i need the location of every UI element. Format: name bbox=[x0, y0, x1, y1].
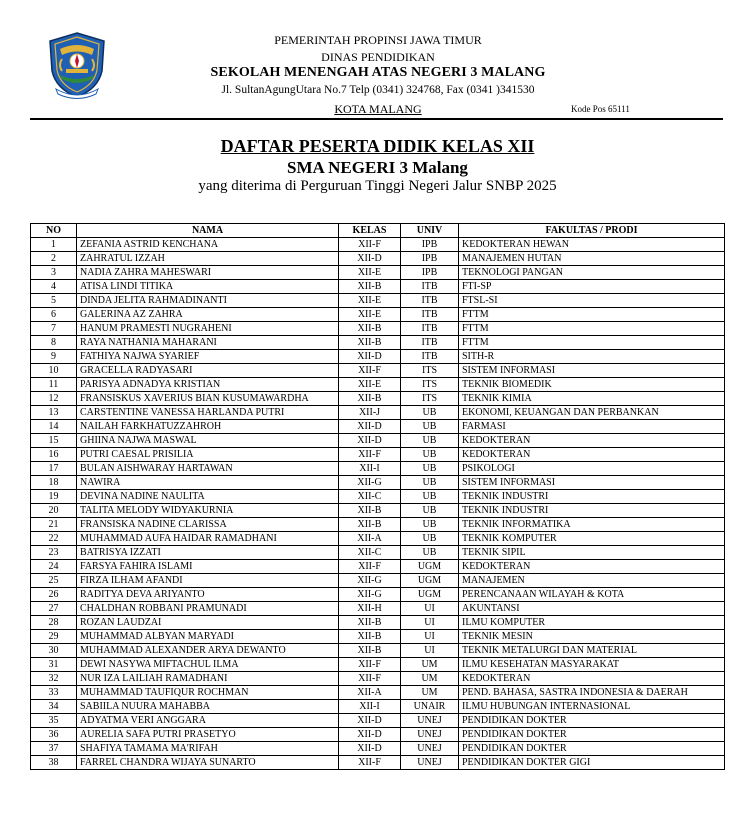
cell-univ: UB bbox=[401, 518, 459, 532]
letterhead-city: KOTA MALANG bbox=[334, 102, 422, 116]
cell-nama: ZEFANIA ASTRID KENCHANA bbox=[77, 238, 339, 252]
cell-fakultas-prodi: TEKNOLOGI PANGAN bbox=[459, 266, 725, 280]
cell-kelas: XII-F bbox=[339, 364, 401, 378]
letterhead-address: Jl. SultanAgungUtara No.7 Telp (0341) 324768, Fax (0341 )341530 bbox=[221, 84, 535, 96]
table-row bbox=[31, 560, 725, 574]
cell-kelas: XII-B bbox=[339, 630, 401, 644]
cell-fakultas-prodi: PENDIDIKAN DOKTER bbox=[459, 742, 725, 756]
cell-no: 25 bbox=[31, 574, 77, 588]
table-row bbox=[31, 266, 725, 280]
cell-no: 29 bbox=[31, 630, 77, 644]
cell-no: 9 bbox=[31, 350, 77, 364]
cell-fakultas-prodi: SITH-R bbox=[459, 350, 725, 364]
document-school: SMA NEGERI 3 Malang bbox=[287, 158, 468, 177]
cell-kelas: XII-F bbox=[339, 238, 401, 252]
cell-univ: UNEJ bbox=[401, 714, 459, 728]
cell-univ: UB bbox=[401, 434, 459, 448]
cell-fakultas-prodi: PENDIDIKAN DOKTER bbox=[459, 728, 725, 742]
cell-nama: NAILAH FARKHATUZZAHROH bbox=[77, 420, 339, 434]
cell-fakultas-prodi: PSIKOLOGI bbox=[459, 462, 725, 476]
cell-kelas: XII-B bbox=[339, 336, 401, 350]
cell-fakultas-prodi: SISTEM INFORMASI bbox=[459, 364, 725, 378]
cell-fakultas-prodi: PERENCANAAN WILAYAH & KOTA bbox=[459, 588, 725, 602]
cell-kelas: XII-I bbox=[339, 462, 401, 476]
cell-no: 6 bbox=[31, 308, 77, 322]
letterhead-divider bbox=[30, 118, 723, 120]
cell-nama: DEVINA NADINE NAULITA bbox=[77, 490, 339, 504]
cell-nama: FIRZA ILHAM AFANDI bbox=[77, 574, 339, 588]
cell-kelas: XII-B bbox=[339, 518, 401, 532]
document-title: DAFTAR PESERTA DIDIK KELAS XII bbox=[220, 136, 535, 156]
letterhead-government: PEMERINTAH PROPINSI JAWA TIMUR bbox=[274, 33, 482, 47]
cell-no: 31 bbox=[31, 658, 77, 672]
table-row bbox=[31, 378, 725, 392]
header-nama: NAMA bbox=[77, 224, 339, 238]
cell-univ: UB bbox=[401, 532, 459, 546]
table-row bbox=[31, 532, 725, 546]
cell-nama: GRACELLA RADYASARI bbox=[77, 364, 339, 378]
table-row bbox=[31, 742, 725, 756]
cell-univ: UM bbox=[401, 672, 459, 686]
cell-nama: BATRISYA IZZATI bbox=[77, 546, 339, 560]
cell-no: 28 bbox=[31, 616, 77, 630]
cell-univ: UI bbox=[401, 630, 459, 644]
header-univ: UNIV bbox=[401, 224, 459, 238]
table-row bbox=[31, 756, 725, 770]
cell-kelas: XII-B bbox=[339, 322, 401, 336]
cell-kelas: XII-C bbox=[339, 546, 401, 560]
cell-fakultas-prodi: SISTEM INFORMASI bbox=[459, 476, 725, 490]
cell-fakultas-prodi: TEKNIK KIMIA bbox=[459, 392, 725, 406]
table-row bbox=[31, 238, 725, 252]
cell-univ: UM bbox=[401, 658, 459, 672]
cell-no: 13 bbox=[31, 406, 77, 420]
cell-univ: UNEJ bbox=[401, 728, 459, 742]
cell-univ: UGM bbox=[401, 574, 459, 588]
cell-univ: UB bbox=[401, 546, 459, 560]
cell-fakultas-prodi: TEKNIK INDUSTRI bbox=[459, 504, 725, 518]
cell-fakultas-prodi: TEKNIK INDUSTRI bbox=[459, 490, 725, 504]
cell-fakultas-prodi: TEKNIK MESIN bbox=[459, 630, 725, 644]
cell-kelas: XII-D bbox=[339, 742, 401, 756]
cell-no: 24 bbox=[31, 560, 77, 574]
cell-univ: UM bbox=[401, 686, 459, 700]
cell-kelas: XII-B bbox=[339, 504, 401, 518]
cell-fakultas-prodi: TEKNIK SIPIL bbox=[459, 546, 725, 560]
cell-kelas: XII-E bbox=[339, 266, 401, 280]
table-row bbox=[31, 504, 725, 518]
cell-kelas: XII-B bbox=[339, 644, 401, 658]
cell-no: 14 bbox=[31, 420, 77, 434]
cell-nama: SHAFIYA TAMAMA MA'RIFAH bbox=[77, 742, 339, 756]
cell-fakultas-prodi: KEDOKTERAN bbox=[459, 560, 725, 574]
cell-nama: ATISA LINDI TITIKA bbox=[77, 280, 339, 294]
cell-nama: NUR IZA LAILIAH RAMADHANI bbox=[77, 672, 339, 686]
cell-univ: UB bbox=[401, 462, 459, 476]
cell-fakultas-prodi: FTTM bbox=[459, 336, 725, 350]
table-row bbox=[31, 588, 725, 602]
header-kelas: KELAS bbox=[339, 224, 401, 238]
cell-no: 3 bbox=[31, 266, 77, 280]
student-table bbox=[30, 223, 725, 770]
cell-kelas: XII-E bbox=[339, 308, 401, 322]
cell-fakultas-prodi: PENDIDIKAN DOKTER bbox=[459, 714, 725, 728]
cell-nama: FARSYA FAHIRA ISLAMI bbox=[77, 560, 339, 574]
cell-no: 35 bbox=[31, 714, 77, 728]
cell-nama: SABIILA NUURA MAHABBA bbox=[77, 700, 339, 714]
cell-kelas: XII-B bbox=[339, 280, 401, 294]
table-row bbox=[31, 434, 725, 448]
cell-nama: ADYATMA VERI ANGGARA bbox=[77, 714, 339, 728]
cell-univ: UI bbox=[401, 644, 459, 658]
table-row bbox=[31, 392, 725, 406]
cell-no: 18 bbox=[31, 476, 77, 490]
cell-kelas: XII-F bbox=[339, 672, 401, 686]
table-row bbox=[31, 546, 725, 560]
cell-kelas: XII-F bbox=[339, 448, 401, 462]
cell-univ: IPB bbox=[401, 266, 459, 280]
table-row bbox=[31, 658, 725, 672]
cell-no: 17 bbox=[31, 462, 77, 476]
cell-no: 36 bbox=[31, 728, 77, 742]
table-row bbox=[31, 700, 725, 714]
cell-nama: MUHAMMAD ALEXANDER ARYA DEWANTO bbox=[77, 644, 339, 658]
cell-no: 26 bbox=[31, 588, 77, 602]
cell-nama: PARISYA ADNADYA KRISTIAN bbox=[77, 378, 339, 392]
cell-nama: CHALDHAN ROBBANI PRAMUNADI bbox=[77, 602, 339, 616]
table-row bbox=[31, 420, 725, 434]
cell-nama: MUHAMMAD ALBYAN MARYADI bbox=[77, 630, 339, 644]
cell-kelas: XII-D bbox=[339, 434, 401, 448]
cell-univ: UB bbox=[401, 420, 459, 434]
cell-nama: FARREL CHANDRA WIJAYA SUNARTO bbox=[77, 756, 339, 770]
cell-fakultas-prodi: PEND. BAHASA, SASTRA INDONESIA & DAERAH bbox=[459, 686, 725, 700]
cell-nama: DEWI NASYWA MIFTACHUL ILMA bbox=[77, 658, 339, 672]
cell-no: 5 bbox=[31, 294, 77, 308]
table-row bbox=[31, 308, 725, 322]
table-row bbox=[31, 350, 725, 364]
cell-fakultas-prodi: TEKNIK INFORMATIKA bbox=[459, 518, 725, 532]
document-subtitle: yang diterima di Perguruan Tinggi Negeri Jalur SNBP 2025 bbox=[198, 178, 557, 194]
cell-univ: ITS bbox=[401, 392, 459, 406]
cell-no: 38 bbox=[31, 756, 77, 770]
table-row bbox=[31, 490, 725, 504]
cell-univ: UI bbox=[401, 602, 459, 616]
cell-nama: TALITA MELODY WIDYAKURNIA bbox=[77, 504, 339, 518]
header-fakultas-prodi: FAKULTAS / PRODI bbox=[459, 224, 725, 238]
cell-kelas: XII-D bbox=[339, 420, 401, 434]
cell-fakultas-prodi: ILMU KOMPUTER bbox=[459, 616, 725, 630]
table-row bbox=[31, 518, 725, 532]
cell-kelas: XII-E bbox=[339, 378, 401, 392]
cell-fakultas-prodi: FTSL-SI bbox=[459, 294, 725, 308]
cell-nama: MUHAMMAD AUFA HAIDAR RAMADHANI bbox=[77, 532, 339, 546]
cell-nama: RADITYA DEVA ARIYANTO bbox=[77, 588, 339, 602]
cell-kelas: XII-A bbox=[339, 532, 401, 546]
cell-fakultas-prodi: KEDOKTERAN HEWAN bbox=[459, 238, 725, 252]
cell-no: 12 bbox=[31, 392, 77, 406]
cell-no: 32 bbox=[31, 672, 77, 686]
cell-kelas: XII-G bbox=[339, 476, 401, 490]
table-row bbox=[31, 574, 725, 588]
cell-fakultas-prodi: FARMASI bbox=[459, 420, 725, 434]
cell-fakultas-prodi: TEKNIK KOMPUTER bbox=[459, 532, 725, 546]
cell-no: 20 bbox=[31, 504, 77, 518]
cell-fakultas-prodi: ILMU KESEHATAN MASYARAKAT bbox=[459, 658, 725, 672]
cell-nama: HANUM PRAMESTI NUGRAHENI bbox=[77, 322, 339, 336]
table-row bbox=[31, 252, 725, 266]
cell-fakultas-prodi: MANAJEMEN bbox=[459, 574, 725, 588]
cell-univ: ITB bbox=[401, 294, 459, 308]
cell-univ: UB bbox=[401, 490, 459, 504]
cell-no: 34 bbox=[31, 700, 77, 714]
cell-univ: UNAIR bbox=[401, 700, 459, 714]
cell-univ: ITS bbox=[401, 378, 459, 392]
cell-nama: GHIINA NAJWA MASWAL bbox=[77, 434, 339, 448]
table-row bbox=[31, 602, 725, 616]
cell-no: 16 bbox=[31, 448, 77, 462]
cell-no: 22 bbox=[31, 532, 77, 546]
cell-no: 8 bbox=[31, 336, 77, 350]
table-row bbox=[31, 630, 725, 644]
cell-kelas: XII-E bbox=[339, 294, 401, 308]
cell-kelas: XII-B bbox=[339, 616, 401, 630]
table-row bbox=[31, 280, 725, 294]
cell-no: 2 bbox=[31, 252, 77, 266]
cell-kelas: XII-F bbox=[339, 756, 401, 770]
cell-nama: ROZAN LAUDZAI bbox=[77, 616, 339, 630]
cell-no: 30 bbox=[31, 644, 77, 658]
table-row bbox=[31, 728, 725, 742]
cell-univ: UI bbox=[401, 616, 459, 630]
table-row bbox=[31, 336, 725, 350]
cell-fakultas-prodi: KEDOKTERAN bbox=[459, 448, 725, 462]
cell-kelas: XII-G bbox=[339, 588, 401, 602]
cell-univ: IPB bbox=[401, 238, 459, 252]
cell-no: 27 bbox=[31, 602, 77, 616]
cell-fakultas-prodi: ILMU HUBUNGAN INTERNASIONAL bbox=[459, 700, 725, 714]
table-header-row bbox=[31, 224, 725, 238]
cell-univ: ITS bbox=[401, 364, 459, 378]
cell-univ: UGM bbox=[401, 560, 459, 574]
cell-kelas: XII-D bbox=[339, 350, 401, 364]
letterhead-department: DINAS PENDIDIKAN bbox=[321, 50, 435, 64]
cell-nama: MUHAMMAD TAUFIQUR ROCHMAN bbox=[77, 686, 339, 700]
cell-nama: NAWIRA bbox=[77, 476, 339, 490]
table-row bbox=[31, 686, 725, 700]
cell-no: 4 bbox=[31, 280, 77, 294]
cell-kelas: XII-H bbox=[339, 602, 401, 616]
table-row bbox=[31, 406, 725, 420]
table-body bbox=[31, 238, 725, 770]
table-row bbox=[31, 644, 725, 658]
table-row bbox=[31, 714, 725, 728]
cell-kelas: XII-D bbox=[339, 714, 401, 728]
cell-univ: UB bbox=[401, 448, 459, 462]
cell-kelas: XII-G bbox=[339, 574, 401, 588]
cell-kelas: XII-F bbox=[339, 560, 401, 574]
cell-fakultas-prodi: FTTM bbox=[459, 322, 725, 336]
cell-kelas: XII-B bbox=[339, 392, 401, 406]
cell-univ: UNEJ bbox=[401, 756, 459, 770]
cell-univ: ITB bbox=[401, 308, 459, 322]
cell-univ: ITB bbox=[401, 350, 459, 364]
cell-univ: IPB bbox=[401, 252, 459, 266]
cell-univ: UGM bbox=[401, 588, 459, 602]
cell-univ: UB bbox=[401, 504, 459, 518]
cell-kelas: XII-J bbox=[339, 406, 401, 420]
cell-fakultas-prodi: PENDIDIKAN DOKTER GIGI bbox=[459, 756, 725, 770]
table-row bbox=[31, 364, 725, 378]
cell-fakultas-prodi: TEKNIK BIOMEDIK bbox=[459, 378, 725, 392]
cell-nama: RAYA NATHANIA MAHARANI bbox=[77, 336, 339, 350]
cell-univ: ITB bbox=[401, 280, 459, 294]
cell-univ: ITB bbox=[401, 322, 459, 336]
cell-fakultas-prodi: KEDOKTERAN bbox=[459, 672, 725, 686]
cell-no: 7 bbox=[31, 322, 77, 336]
cell-nama: FRANSISKA NADINE CLARISSA bbox=[77, 518, 339, 532]
cell-kelas: XII-D bbox=[339, 728, 401, 742]
cell-no: 23 bbox=[31, 546, 77, 560]
letterhead-postal-code: Kode Pos 65111 bbox=[571, 104, 630, 114]
cell-fakultas-prodi: EKONOMI, KEUANGAN DAN PERBANKAN bbox=[459, 406, 725, 420]
cell-no: 19 bbox=[31, 490, 77, 504]
cell-nama: GALERINA AZ ZAHRA bbox=[77, 308, 339, 322]
cell-fakultas-prodi: FTI-SP bbox=[459, 280, 725, 294]
cell-no: 37 bbox=[31, 742, 77, 756]
table-row bbox=[31, 616, 725, 630]
table-row bbox=[31, 462, 725, 476]
cell-no: 1 bbox=[31, 238, 77, 252]
cell-univ: UB bbox=[401, 476, 459, 490]
cell-fakultas-prodi: AKUNTANSI bbox=[459, 602, 725, 616]
table-row bbox=[31, 294, 725, 308]
table-row bbox=[31, 672, 725, 686]
cell-nama: PUTRI CAESAL PRISILIA bbox=[77, 448, 339, 462]
cell-nama: ZAHRATUL IZZAH bbox=[77, 252, 339, 266]
cell-no: 33 bbox=[31, 686, 77, 700]
cell-nama: DINDA JELITA RAHMADINANTI bbox=[77, 294, 339, 308]
table-row bbox=[31, 476, 725, 490]
cell-nama: AURELIA SAFA PUTRI PRASETYO bbox=[77, 728, 339, 742]
table-row bbox=[31, 448, 725, 462]
cell-no: 10 bbox=[31, 364, 77, 378]
cell-nama: BULAN AISHWARAY HARTAWAN bbox=[77, 462, 339, 476]
cell-kelas: XII-F bbox=[339, 658, 401, 672]
cell-nama: FATHIYA NAJWA SYARIEF bbox=[77, 350, 339, 364]
cell-no: 21 bbox=[31, 518, 77, 532]
cell-kelas: XII-C bbox=[339, 490, 401, 504]
header-no: NO bbox=[31, 224, 77, 238]
cell-kelas: XII-A bbox=[339, 686, 401, 700]
cell-kelas: XII-D bbox=[339, 252, 401, 266]
cell-univ: UNEJ bbox=[401, 742, 459, 756]
cell-fakultas-prodi: KEDOKTERAN bbox=[459, 434, 725, 448]
cell-nama: NADIA ZAHRA MAHESWARI bbox=[77, 266, 339, 280]
province-emblem-logo bbox=[42, 31, 112, 101]
cell-kelas: XII-I bbox=[339, 700, 401, 714]
cell-fakultas-prodi: TEKNIK METALURGI DAN MATERIAL bbox=[459, 644, 725, 658]
table-row bbox=[31, 322, 725, 336]
letterhead-school-name: SEKOLAH MENENGAH ATAS NEGERI 3 MALANG bbox=[210, 65, 546, 80]
cell-fakultas-prodi: MANAJEMEN HUTAN bbox=[459, 252, 725, 266]
cell-nama: CARSTENTINE VANESSA HARLANDA PUTRI bbox=[77, 406, 339, 420]
cell-univ: ITB bbox=[401, 336, 459, 350]
cell-fakultas-prodi: FTTM bbox=[459, 308, 725, 322]
cell-no: 11 bbox=[31, 378, 77, 392]
cell-nama: FRANSISKUS XAVERIUS BIAN KUSUMAWARDHA bbox=[77, 392, 339, 406]
cell-no: 15 bbox=[31, 434, 77, 448]
cell-univ: UB bbox=[401, 406, 459, 420]
